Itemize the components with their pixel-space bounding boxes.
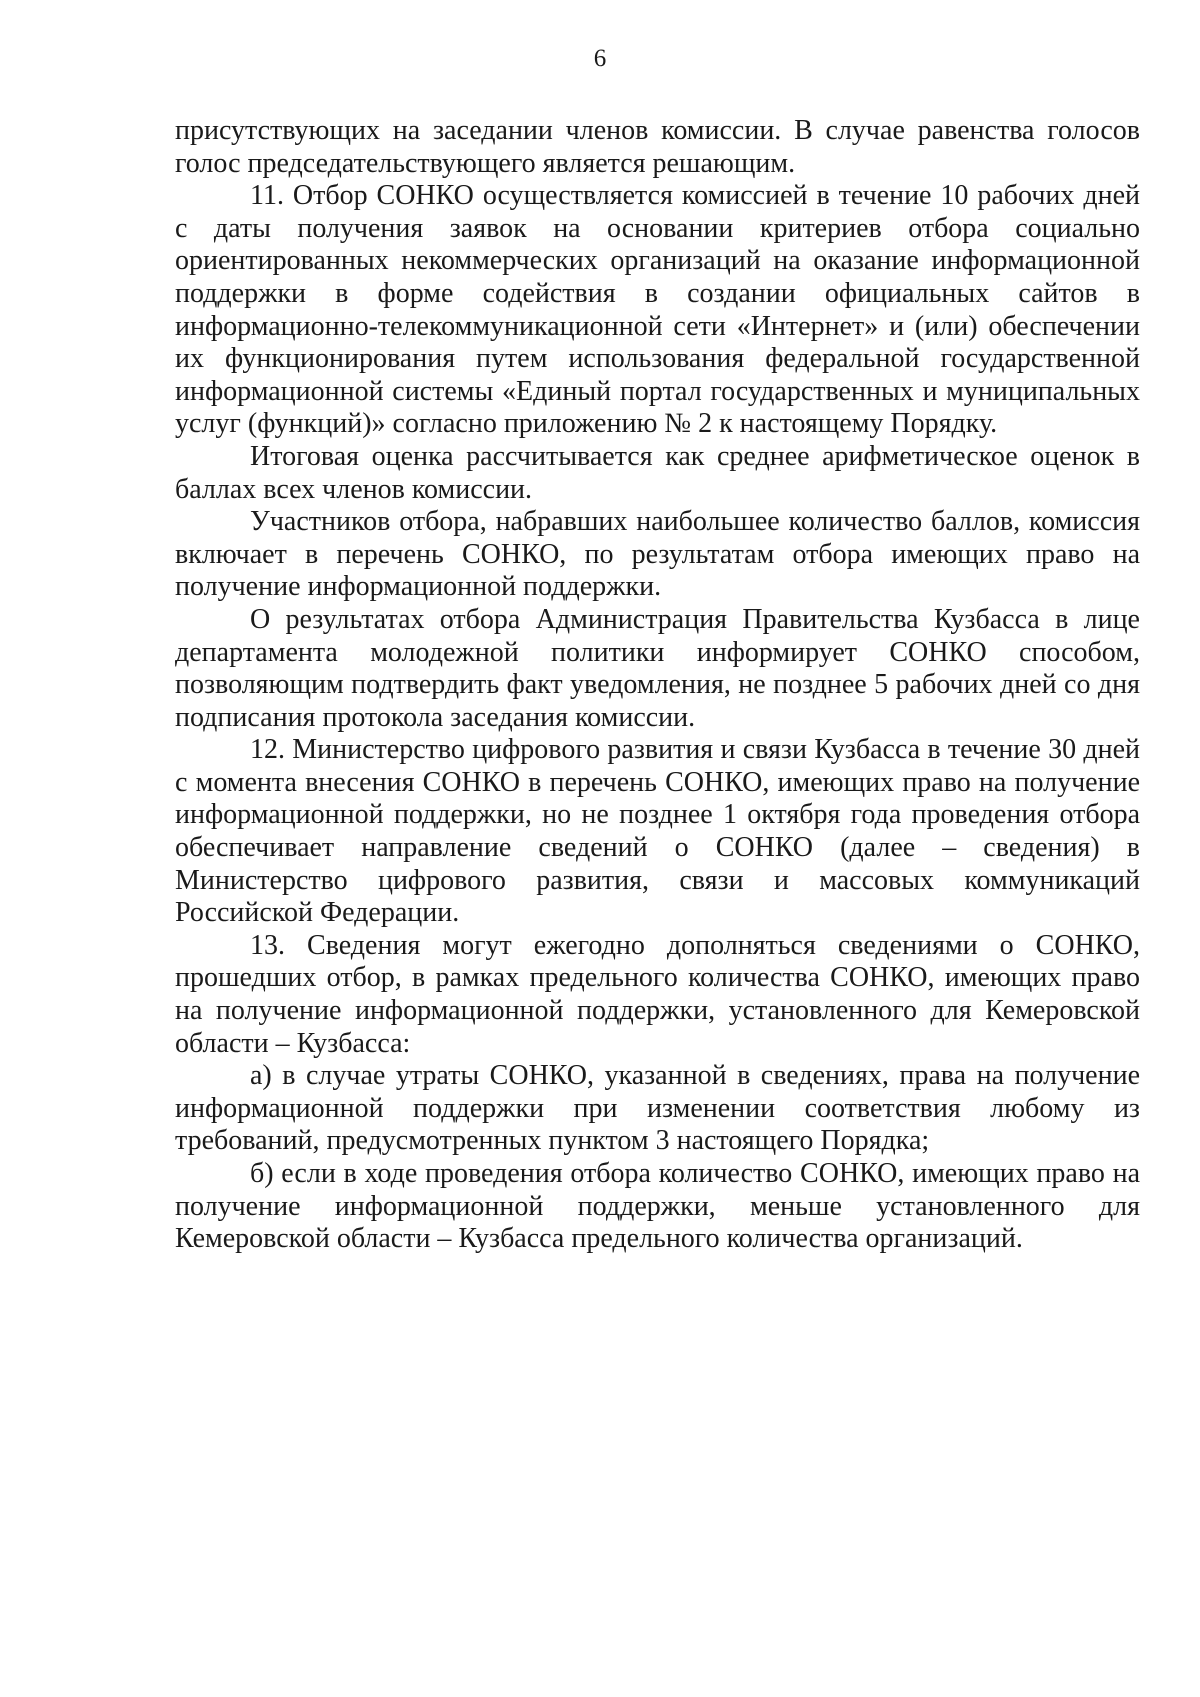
paragraph-subitem-b: б) если в ходе проведения отбора количество СОНКО, имеющих право на получение информационной поддержки, меньше установленного для Кемеровской области – Кузбасса предельного количества организаций. bbox=[175, 1158, 1140, 1255]
paragraph-results-notice: О результатах отбора Администрация Правительства Кузбасса в лице департамента молодежной политики информирует СОНКО способом, позволяющим подтвердить факт уведомления, не позднее 5 рабочих дней со дня подписания протокола заседания комиссии. bbox=[175, 603, 1140, 733]
paragraph-item-11: 11. Отбор СОНКО осуществляется комиссией в течение 10 рабочих дней с даты получения заявок на основании критериев отбора социально ориентированных некоммерческих организаций на оказание информационной поддержки в форме содействия в создании официальных сайтов в информационно-телекоммуникационной сети «Интернет» и (или) обеспечении их функционирования путем использования федеральной государственной информационной системы «Единый портал государственных и муниципальных услуг (функций)» согласно приложению № 2 к настоящему Порядку. bbox=[175, 180, 1140, 440]
page-number: 6 bbox=[593, 45, 607, 72]
document-body bbox=[175, 115, 1140, 1256]
paragraph-subitem-a: а) в случае утраты СОНКО, указанной в сведениях, права на получение информационной поддержки при изменении соответствия любому из требований, предусмотренных пунктом 3 настоящего Порядка; bbox=[175, 1060, 1140, 1157]
paragraph-continuation: присутствующих на заседании членов комиссии. В случае равенства голосов голос председательствующего является решающим. bbox=[175, 115, 1140, 179]
paragraph-participants: Участников отбора, набравших наибольшее количество баллов, комиссия включает в перечень СОНКО, по результатам отбора имеющих право на получение информационной поддержки. bbox=[175, 506, 1140, 603]
paragraph-item-13: 13. Сведения могут ежегодно дополняться сведениями о СОНКО, прошедших отбор, в рамках предельного количества СОНКО, имеющих право на получение информационной поддержки, установленного для Кемеровской области – Кузбасса: bbox=[175, 929, 1140, 1059]
paragraph-final-score: Итоговая оценка рассчитывается как среднее арифметическое оценок в баллах всех членов комиссии. bbox=[175, 440, 1140, 505]
paragraph-item-12: 12. Министерство цифрового развития и связи Кузбасса в течение 30 дней с момента внесения СОНКО в перечень СОНКО, имеющих право на получение информационной поддержки, но не позднее 1 октября года проведения отбора обеспечивает направление сведений о СОНКО (далее – сведения) в Министерство цифрового развития, связи и массовых коммуникаций Российской Федерации. bbox=[175, 734, 1140, 929]
